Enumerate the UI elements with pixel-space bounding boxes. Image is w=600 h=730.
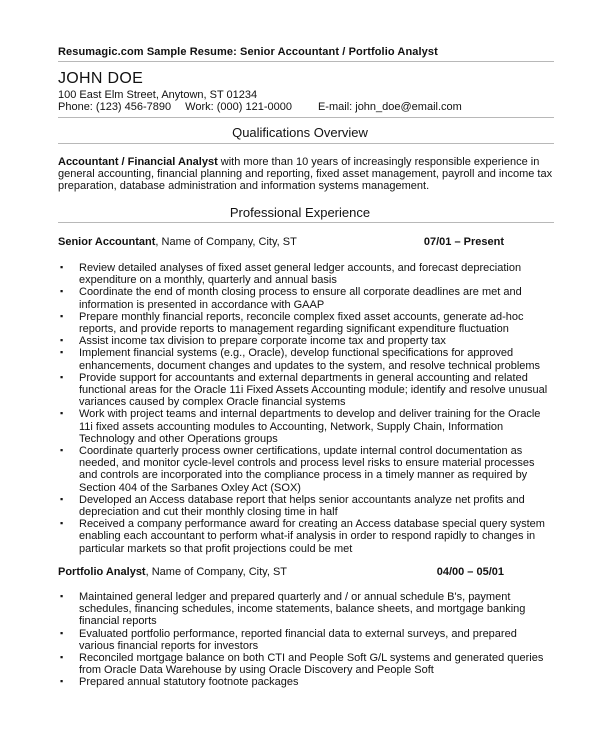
- list-item: ▪ Coordinate quarterly process owner certifications, update internal control documentation as needed, and monitor cycle-level controls and process level risks to ensure material processes and controls are incorporated into the compliance process in a timely manner as required by Section 404 of the Sarbanes Oxley Act (SOX): [58, 445, 550, 494]
- job-dates: 04/00 – 05/01: [436, 566, 504, 578]
- experience-divider: [58, 222, 554, 223]
- qualifications-heading: Qualifications Overview: [232, 125, 368, 140]
- qualifications-lead: Accountant / Financial Analyst: [58, 156, 218, 168]
- candidate-address: 100 East Elm Street, Anytown, ST 01234: [58, 89, 258, 101]
- header-divider: [58, 61, 554, 62]
- list-item: ▪ Received a company performance award for creating an Access database special query system enabling each accountant to perform what-if analysis in order to respond rapidly to changes in particular markets so that profit projections could be met: [58, 518, 550, 555]
- list-item: ▪ Coordinate the end of month closing process to ensure all corporate deadlines are met and information is presented in accordance with GAAP: [58, 286, 550, 310]
- list-item: ▪ Maintained general ledger and prepared quarterly and / or annual schedule B's, payment schedules, financing schedules, income statements, balance sheets, and mortgage banking financial reports: [58, 591, 550, 628]
- job-title: Portfolio Analyst: [58, 566, 146, 578]
- list-item: ▪ Prepared annual statutory footnote packages: [58, 676, 550, 688]
- contact-line: [58, 101, 462, 113]
- job-bullet-list: [58, 262, 550, 555]
- contact-divider: [58, 117, 554, 118]
- job-dates: 07/01 – Present: [423, 236, 504, 248]
- job-header: [58, 236, 504, 248]
- list-item: ▪ Implement financial systems (e.g., Oracle), develop functional specifications for approved enhancements, document changes and updates to the system, and resolve technical problems: [58, 347, 550, 371]
- list-item: ▪ Developed an Access database report that helps senior accountants analyze net profits and depreciation and cut their monthly closing time in half: [58, 494, 550, 518]
- job-bullet-list: [58, 591, 550, 689]
- experience-heading: Professional Experience: [229, 205, 371, 220]
- list-item: ▪ Prepare monthly financial reports, reconcile complex fixed asset accounts, generate ad-hoc reports, and provide reports to management regarding significant expenditure fluctuation: [58, 311, 550, 335]
- work-number: Work: (000) 121-0000: [185, 101, 292, 113]
- email-address: E-mail: john_doe@email.com: [317, 101, 462, 113]
- job-header: [58, 566, 504, 578]
- phone-number: Phone: (123) 456-7890: [58, 101, 172, 113]
- list-item: ▪ Reconciled mortgage balance on both CTI and People Soft G/L systems and generated queries from Oracle Data Warehouse by using Oracle Discovery and People Soft: [58, 652, 550, 676]
- list-item: ▪ Review detailed analyses of fixed asset general ledger accounts, and forecast depreciation expenditure on a monthly, quarterly and annual basis: [58, 262, 550, 286]
- list-item: ▪ Work with project teams and internal departments to develop and deliver training for the Oracle 11i fixed assets accounting modules to Accounting, Network, Supply Chain, Information Technology and other Operations groups: [58, 408, 550, 445]
- job-title: Senior Accountant: [58, 236, 156, 248]
- resume-header-title: Resumagic.com Sample Resume: Senior Accountant / Portfolio Analyst: [58, 46, 438, 58]
- qualifications-text: with more than 10 years of increasingly responsible experience in general accounting, financial planning and reporting, fixed asset management, payroll and income tax preparation, database administration and information systems management.: [58, 156, 553, 193]
- candidate-name: JOHN DOE: [58, 70, 144, 87]
- job-company: , Name of Company, City, ST: [155, 236, 297, 248]
- list-item: ▪ Provide support for accountants and external departments in general accounting and related functional areas for the Oracle 11i Fixed Assets Accounting module; identify and resolve unusual variances caused by complex Oracle financial systems: [58, 372, 550, 409]
- qualifications-divider: [58, 143, 554, 144]
- list-item: ▪ Evaluated portfolio performance, reported financial data to external surveys, and prepared various financial reports for investors: [58, 628, 550, 652]
- qualifications-summary: [58, 156, 554, 193]
- job-company: , Name of Company, City, ST: [145, 566, 288, 578]
- list-item: ▪ Assist income tax division to prepare corporate income tax and property tax: [58, 335, 550, 347]
